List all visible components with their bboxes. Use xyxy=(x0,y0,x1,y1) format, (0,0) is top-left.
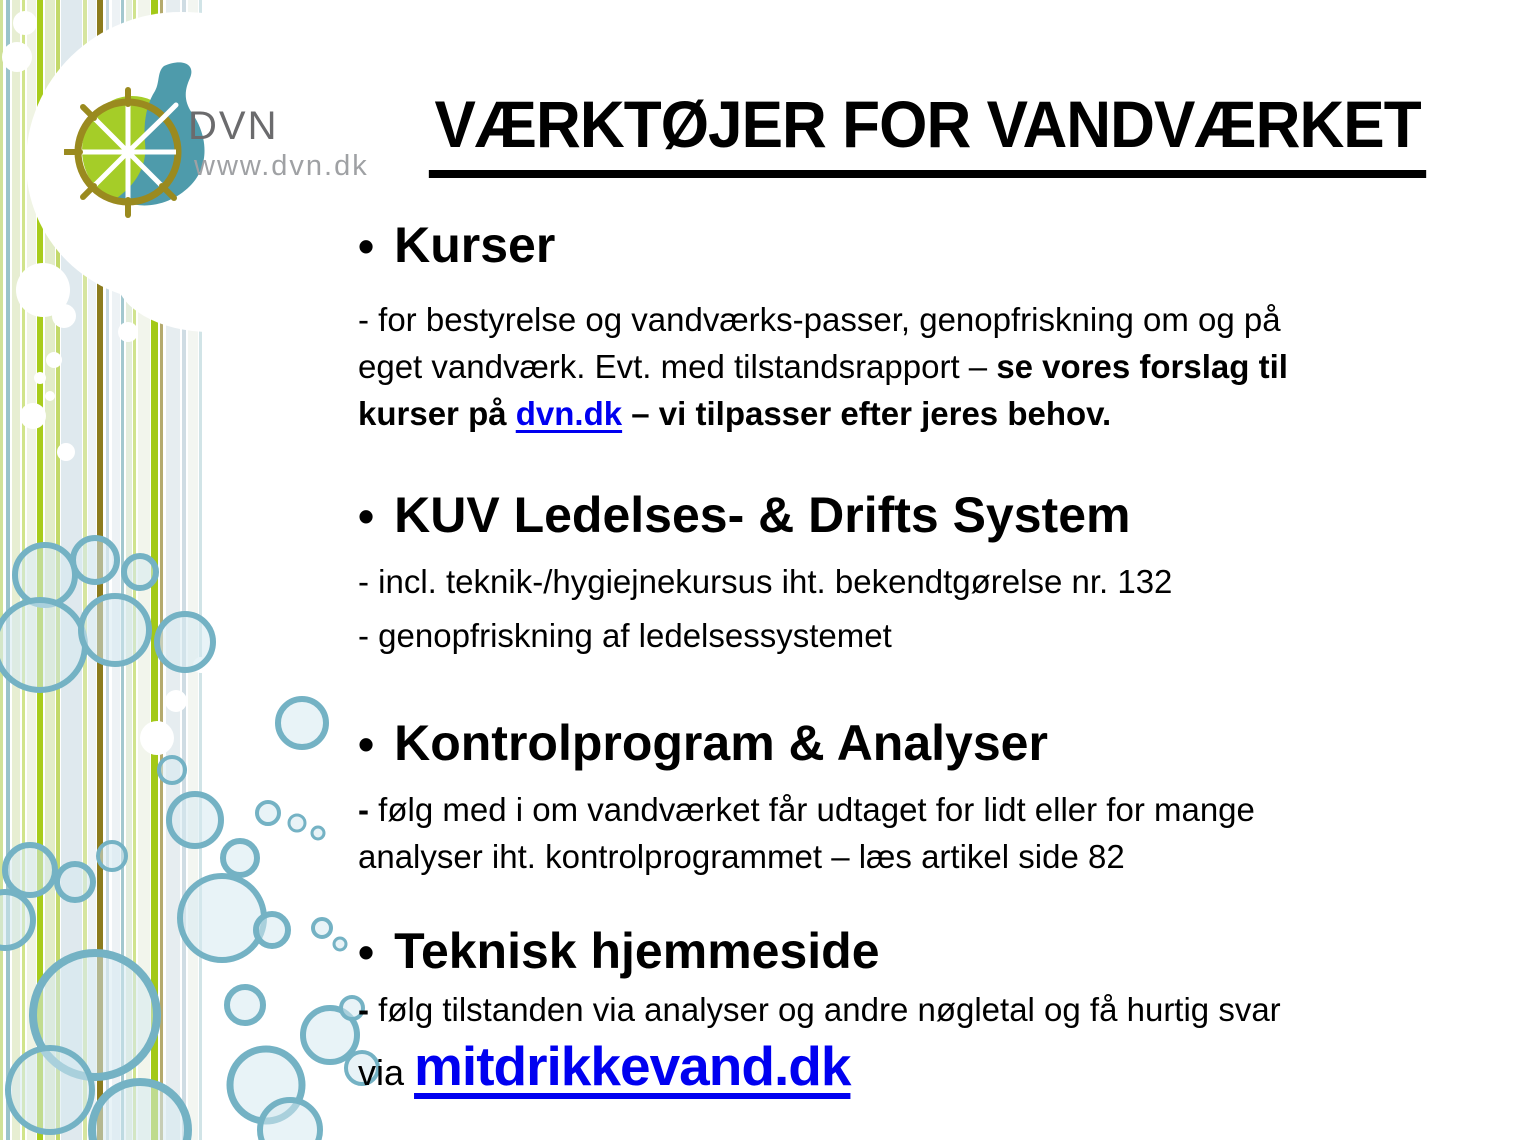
body-line: via mitdrikkevand.dk xyxy=(358,1035,851,1097)
body-line: kurser på dvn.dk – vi tilpasser efter jeres behov. xyxy=(358,395,1112,432)
section-body-kurser xyxy=(358,296,1498,437)
body-line: - for bestyrelse og vandværks-passer, genopfriskning om og på xyxy=(358,301,1281,338)
bullet-icon: • xyxy=(358,926,375,978)
body-line: - følg tilstanden via analyser og andre nøgletal og få hurtig svar xyxy=(358,991,1281,1028)
brand-url: www.dvn.dk xyxy=(194,150,369,182)
body-line: - incl. teknik-/hygiejnekursus iht. bekendtgørelse nr. 132 xyxy=(358,563,1173,600)
bullet-icon: • xyxy=(358,718,375,770)
heading-label: Teknisk hjemmeside xyxy=(394,923,880,979)
section-heading-kuv xyxy=(358,486,1498,545)
brand-text: DVN xyxy=(188,104,279,148)
section-heading-kontrolprogram xyxy=(358,714,1498,773)
section-body-kontrolprogram xyxy=(358,786,1498,880)
body-line: analyser iht. kontrolprogrammet – læs artikel side 82 xyxy=(358,838,1125,875)
body-line: eget vandværk. Evt. med tilstandsrapport – se vores forslag til xyxy=(358,348,1288,385)
heading-label: KUV Ledelses- & Drifts System xyxy=(394,487,1131,543)
section-heading-teknisk xyxy=(358,922,1498,981)
mitdrikkevand-link[interactable]: mitdrikkevand.dk xyxy=(414,1035,851,1097)
bullet-icon: • xyxy=(358,220,375,272)
bullet-icon: • xyxy=(358,490,375,542)
heading-label: Kontrolprogram & Analyser xyxy=(394,715,1048,771)
heading-label: Kurser xyxy=(394,217,556,273)
section-heading-kurser xyxy=(358,216,1498,275)
body-line: - følg med i om vandværket får udtaget for lidt eller for mange xyxy=(358,791,1255,828)
page-title: VÆRKTØJER FOR VANDVÆRKET xyxy=(429,86,1427,178)
body-line: - genopfriskning af ledelsessystemet xyxy=(358,617,892,654)
dvn-link[interactable]: dvn.dk xyxy=(515,395,623,432)
